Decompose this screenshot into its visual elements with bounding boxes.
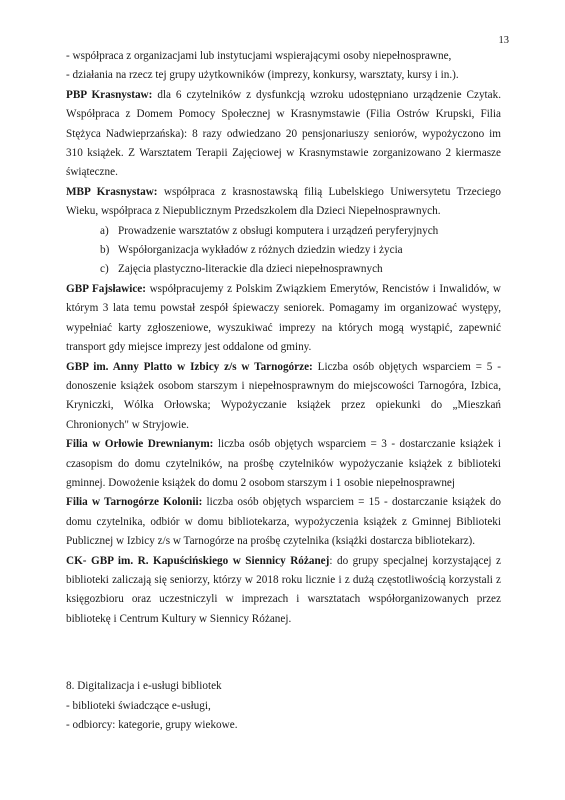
paragraph-heading: GBP im. Anny Platto w Izbicy z/s w Tarnogórze: bbox=[66, 360, 313, 373]
paragraph-ck-gbp-siennica bbox=[66, 552, 501, 630]
text-line: - odbiorcy: kategorie, grupy wiekowe. bbox=[66, 719, 238, 731]
page-body bbox=[66, 47, 501, 735]
list-item bbox=[66, 260, 501, 279]
paragraph-heading: GBP Fajsławice: bbox=[66, 282, 146, 295]
paragraph-text: Liczba osób objętych wsparciem = 5 - donoszenie książek osobom starszym i niepełnosprawnym do miejscowości Tarnogóra, Izbica, Kryniczki, Wólka Orłowska; Wypożyczanie książek przez opiekunki do „Mieszkań Chronionych" w Stryjowie. bbox=[66, 360, 501, 431]
list-marker: c) bbox=[100, 263, 109, 276]
paragraph-heading: PBP Krasnystaw: bbox=[66, 88, 153, 101]
paragraph-gbp-fajslawice bbox=[66, 280, 501, 358]
paragraph-mbp-krasnystaw bbox=[66, 183, 501, 222]
paragraph-text: liczba osób objętych wsparciem = 3 - dostarczanie książek i czasopism do domu czytelników, na prośbę czytelników wypożyczanie książek z biblioteki gminnej. Dowożenie książek do domu 2 osobom starszym i 1 osobie niepełnosprawnej bbox=[66, 438, 501, 489]
paragraph-gbp-izbica bbox=[66, 358, 501, 436]
paragraph-heading: Filia w Orłowie Drewnianym: bbox=[66, 438, 214, 451]
paragraph-text: : do grupy specjalnej korzystającej z biblioteki zaliczają się seniorzy, którzy w 2018 roku licznie i z dużą częstotliwością korzystali z księgozbioru oraz uczestniczyli w imprezach i warsztatach współorganizowanych przez bibliotekę i Centrum Kultury w Siennicy Różanej. bbox=[66, 554, 501, 625]
list-marker: b) bbox=[100, 244, 110, 257]
paragraph-filia-orlow bbox=[66, 435, 501, 493]
list-item bbox=[66, 222, 501, 241]
paragraph-filia-tarnogora-kolonia bbox=[66, 493, 501, 551]
paragraph-heading: CK- GBP im. R. Kapuścińskiego w Siennicy Różanej bbox=[66, 554, 330, 567]
paragraph-pbp-krasnystaw bbox=[66, 86, 501, 183]
text-line: - współpraca z organizacjami lub instytucjami wspierającymi osoby niepełnosprawne, bbox=[66, 50, 452, 62]
list-item bbox=[66, 241, 501, 260]
paragraph-text: liczba osób objętych wsparciem = 15 - dostarczanie książek do domu czytelnika, odbiór w domu bibliotekarza, wypożyczenia książek z Gminnej Biblioteki Publicznej w Izbicy z/s w Tarnogórze na prośbę czytelnika (książki dostarcza bibliotekarz). bbox=[66, 496, 502, 548]
page-number: 13 bbox=[498, 35, 509, 46]
section-heading: 8. Digitalizacja i e-usługi bibliotek bbox=[66, 680, 222, 693]
section-spacer bbox=[66, 629, 501, 677]
text-line: - działania na rzecz tej grupy użytkowników (imprezy, konkursy, warsztaty, kursy i in.). bbox=[66, 69, 459, 82]
paragraph-heading: Filia w Tarnogórze Kolonii: bbox=[66, 496, 203, 509]
list-item-text: Współorganizacja wykładów z różnych dziedzin wiedzy i życia bbox=[118, 244, 403, 257]
paragraph-text: dla 6 czytelników z dysfunkcją wzroku udostępniano urządzenie Czytak. Współpraca z Domem Pomocy Społecznej w Krasnymstawie (Filia Ostrów Krupski, Filia Stężyca Nadwieprzańska): 8 razy odwiedzano 20 pensjonariuszy seniorów, wypożyczono im 310 książek. Z Warsztatem Terapii Zajęciowej w Krasnymstawie zorganizowano 2 kiermasze świąteczne. bbox=[66, 88, 501, 179]
paragraph-text: współpraca z krasnostawską filią Lubelskiego Uniwersytetu Trzeciego Wieku, współpraca z Niepublicznym Przedszkolem dla Dzieci Niepełnosprawnych. bbox=[66, 185, 502, 218]
list-marker: a) bbox=[100, 224, 109, 237]
text-line: - biblioteki świadczące e-usługi, bbox=[66, 699, 211, 712]
mbp-activity-list bbox=[66, 222, 501, 280]
paragraph-text: współpracujemy z Polskim Związkiem Emerytów, Rencistów i Inwalidów, w którym 3 lata temu powstał zespół śpiewaczy seniorek. Pomagamy im organizować występy, wypełniać karty zgłoszeniowe, wyszukiwać imprezy na których mogą wystąpić, zapewnić transport gdy miejsce imprezy jest oddalone od gminy. bbox=[66, 282, 501, 354]
paragraph-heading: MBP Krasnystaw: bbox=[66, 185, 158, 198]
list-item-text: Zajęcia plastyczno-literackie dla dzieci niepełnosprawnych bbox=[118, 263, 383, 276]
list-item-text: Prowadzenie warsztatów z obsługi komputera i urządzeń peryferyjnych bbox=[118, 224, 439, 237]
